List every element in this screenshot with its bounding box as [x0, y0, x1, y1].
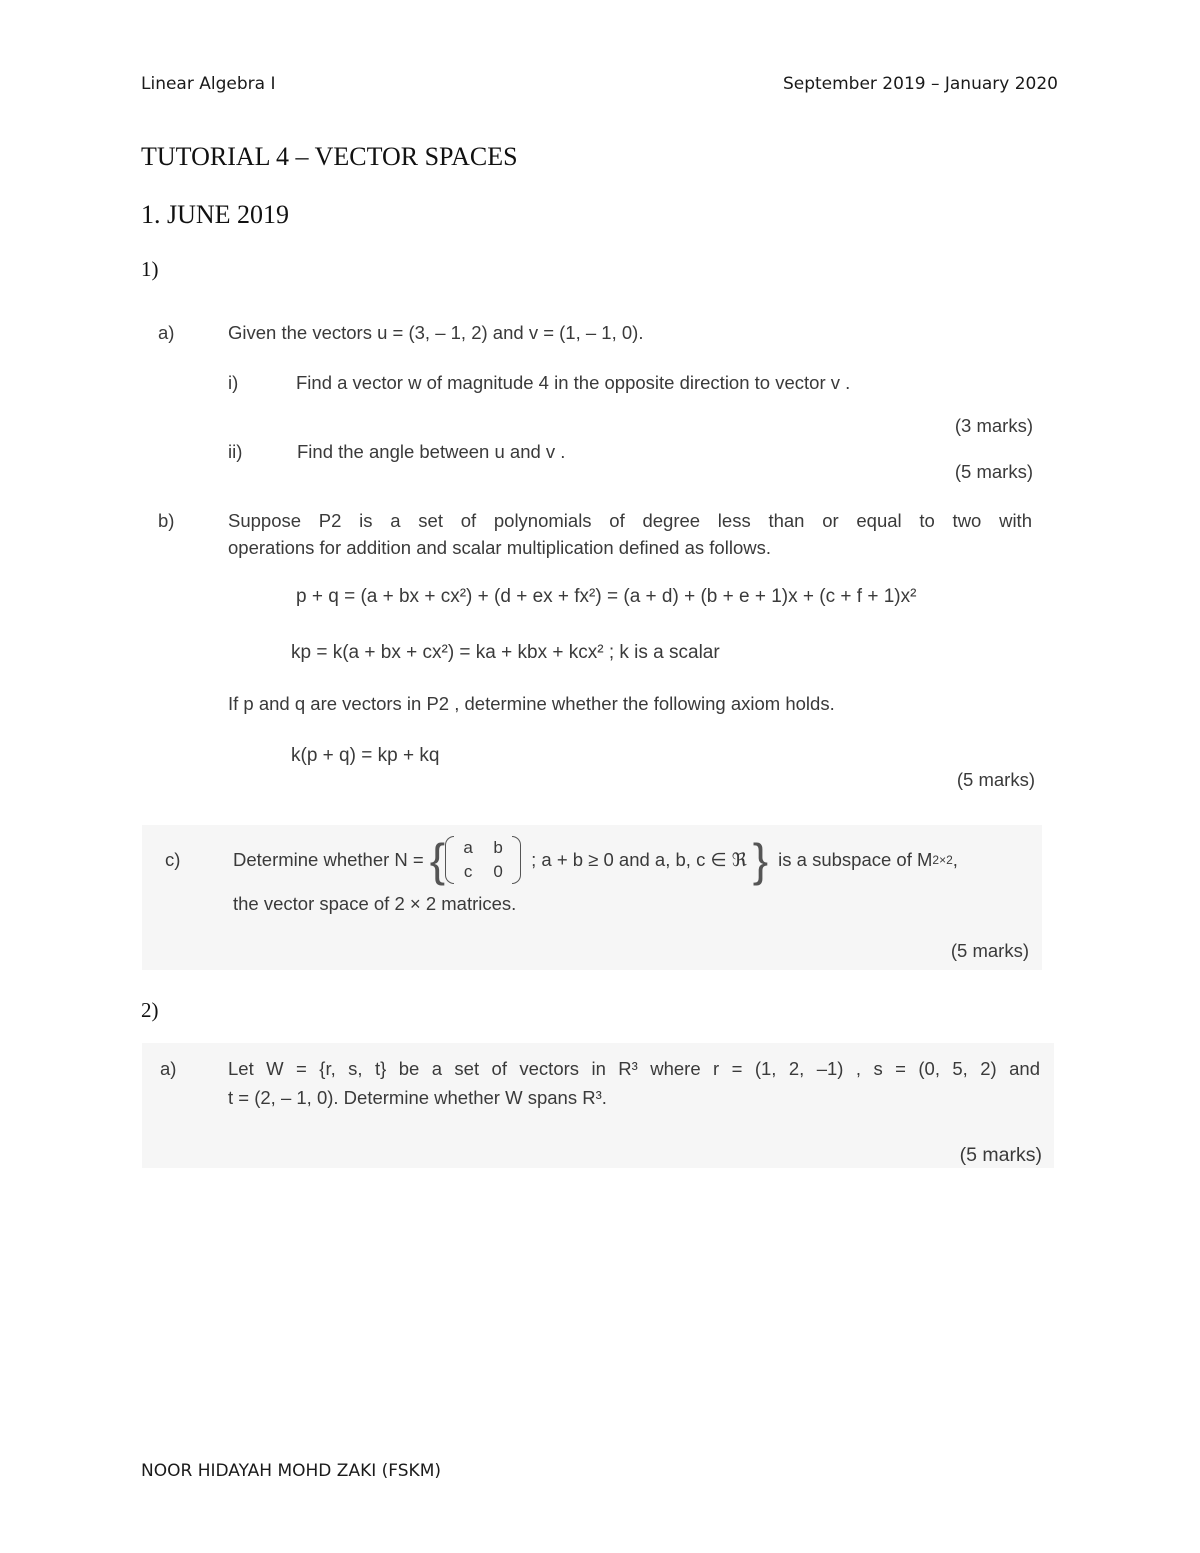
q1a-label: a) [158, 322, 175, 343]
q2a-line-2: t = (2, – 1, 0). Determine whether W spans R³. [228, 1087, 607, 1108]
q1c-text: Determine whether N = { a b c 0 ; a + b ≥ 0 and a, b, c ∈ ℜ } is a subspace of M 2×2 , [233, 834, 958, 886]
q1c-line-2: the vector space of 2 × 2 matrices. [233, 893, 517, 914]
right-paren-icon [512, 836, 521, 884]
section-heading: 1. JUNE 2019 [141, 200, 290, 229]
matrix-entry: 0 [493, 862, 503, 881]
q1a-text [228, 322, 643, 344]
q1c-matrix [445, 838, 521, 882]
right-brace-icon: } [752, 834, 769, 886]
footer-author: NOOR HIDAYAH MOHD ZAKI (FSKM) [141, 1461, 441, 1481]
session-dates: September 2019 – January 2020 [782, 74, 1058, 94]
q1c-subscript: 2×2 [932, 853, 953, 867]
tutorial-title: TUTORIAL 4 – VECTOR SPACES [141, 142, 518, 171]
q1b-addition-equation: p + q = (a + bx + cx²) + (d + ex + fx²) = (a + d) + (b + e + 1)x + (c + f + 1)x² [296, 586, 917, 607]
q1a-v-vector: v = (1, – 1, 0). [528, 322, 644, 343]
q1a-i-label: i) [228, 372, 239, 393]
q1c-prefix: Determine whether N = [233, 849, 424, 870]
q1a-i-marks: (3 marks) [954, 415, 1033, 436]
q2a-label: a) [160, 1058, 177, 1079]
q1a-u-vector: u = (3, – 1, 2) [377, 322, 488, 343]
q2a-line-1: Let W = {r, s, t} be a set of vectors in R³ where r = (1, 2, –1) , s = (0, 5, 2) and [228, 1058, 1040, 1079]
left-paren-icon [445, 836, 454, 884]
q1b-line-2: operations for addition and scalar multiplication defined as follows. [228, 537, 771, 558]
q1b-axiom: k(p + q) = kp + kq [291, 745, 440, 766]
q1a-i-text: Find a vector w of magnitude 4 in the opposite direction to vector v . [296, 372, 851, 393]
q1b-line-1: Suppose P2 is a set of polynomials of degree less than or equal to two with [228, 510, 1032, 531]
matrix-entry: c [463, 862, 473, 881]
q1b-marks: (5 marks) [956, 769, 1035, 790]
q1a-prefix: Given the vectors [228, 322, 372, 343]
matrix-entry: a [463, 838, 473, 857]
q1a-ii-marks: (5 marks) [954, 461, 1033, 482]
q1b-scalar-equation: kp = k(a + bx + cx²) = ka + kbx + kcx² ; k is a scalar [291, 642, 720, 663]
course-title: Linear Algebra I [141, 74, 276, 94]
q1a-ii-text: Find the angle between u and v . [297, 441, 566, 462]
q1b-line-3: If p and q are vectors in P2 , determine whether the following axiom holds. [228, 693, 835, 714]
question-2-number: 2) [141, 998, 159, 1022]
q1b-label: b) [158, 510, 175, 531]
left-brace-icon: { [429, 834, 446, 886]
q1a-and: and [492, 322, 524, 343]
question-1-number: 1) [141, 257, 159, 281]
q1c-condition: ; a + b ≥ 0 and a, b, c ∈ ℜ [531, 849, 747, 870]
matrix-entry: b [493, 838, 503, 857]
q1a-ii-label: ii) [228, 441, 243, 462]
q1c-marks: (5 marks) [950, 940, 1029, 961]
q2a-marks: (5 marks) [959, 1144, 1042, 1166]
q1c-suffix: is a subspace of M [778, 849, 933, 870]
q1c-label: c) [165, 849, 181, 870]
